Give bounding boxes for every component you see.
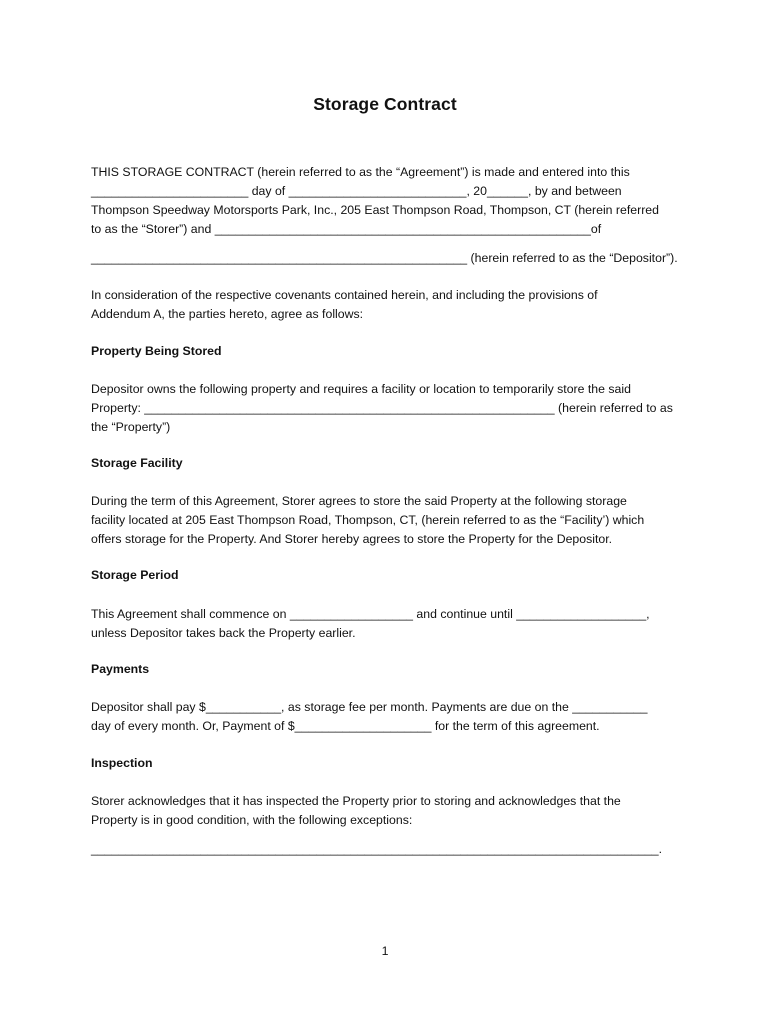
consideration-paragraph xyxy=(91,286,691,324)
property-line-3: the “Property”) xyxy=(91,420,171,434)
inspection-line-3: ___________________________________________________________________________________. xyxy=(91,842,663,856)
section-heading-payments: Payments xyxy=(91,662,150,676)
intro-line-1: THIS STORAGE CONTRACT (herein referred to as the “Agreement”) is made and entered into this xyxy=(91,165,630,179)
section-heading-inspection: Inspection xyxy=(91,756,153,770)
inspection-line-2: Property is in good condition, with the following exceptions: xyxy=(91,813,413,827)
intro-line-3: Thompson Speedway Motorsports Park, Inc., 205 East Thompson Road, Thompson, CT (herein referred xyxy=(91,203,659,217)
intro-paragraph xyxy=(91,163,691,239)
payments-paragraph xyxy=(91,698,691,736)
payments-line-2: day of every month. Or, Payment of $____________________ for the term of this agreement. xyxy=(91,719,600,733)
page-number: 1 xyxy=(381,944,389,958)
facility-line-3: offers storage for the Property. And Storer hereby agrees to store the Property for the Depositor. xyxy=(91,532,613,546)
intro-line-2: _______________________ day of __________________________, 20______, by and between xyxy=(91,184,622,198)
payments-line-1: Depositor shall pay $___________, as storage fee per month. Payments are due on the ___________ xyxy=(91,700,648,714)
period-line-1: This Agreement shall commence on __________________ and continue until ___________________, xyxy=(91,607,650,621)
intro-line-4: to as the “Storer”) and _______________________________________________________of xyxy=(91,222,602,236)
consideration-line-2: Addendum A, the parties hereto, agree as follows: xyxy=(91,307,364,321)
period-paragraph xyxy=(91,605,691,643)
section-heading-property: Property Being Stored xyxy=(91,344,222,358)
inspection-line-1: Storer acknowledges that it has inspected the Property prior to storing and acknowledges that the xyxy=(91,794,621,808)
period-line-2: unless Depositor takes back the Property earlier. xyxy=(91,626,356,640)
facility-paragraph xyxy=(91,492,691,549)
document-title: Storage Contract xyxy=(313,94,457,114)
section-heading-period: Storage Period xyxy=(91,568,179,582)
inspection-paragraph xyxy=(91,792,691,830)
property-line-2: Property: ____________________________________________________________ (herein referred to as xyxy=(91,401,673,415)
facility-line-2: facility located at 205 East Thompson Road, Thompson, CT, (herein referred to as the “Facility’) which xyxy=(91,513,645,527)
section-heading-facility: Storage Facility xyxy=(91,456,183,470)
facility-line-1: During the term of this Agreement, Storer agrees to store the said Property at the following storage xyxy=(91,494,627,508)
intro-depositor-line xyxy=(91,249,691,268)
property-line-1: Depositor owns the following property and requires a facility or location to temporarily store the said xyxy=(91,382,631,396)
property-paragraph xyxy=(91,380,691,437)
inspection-exceptions-blank xyxy=(91,840,691,859)
intro-line-5: _______________________________________________________ (herein referred to as the “Depositor”). xyxy=(91,251,678,265)
consideration-line-1: In consideration of the respective covenants contained herein, and including the provisions of xyxy=(91,288,598,302)
